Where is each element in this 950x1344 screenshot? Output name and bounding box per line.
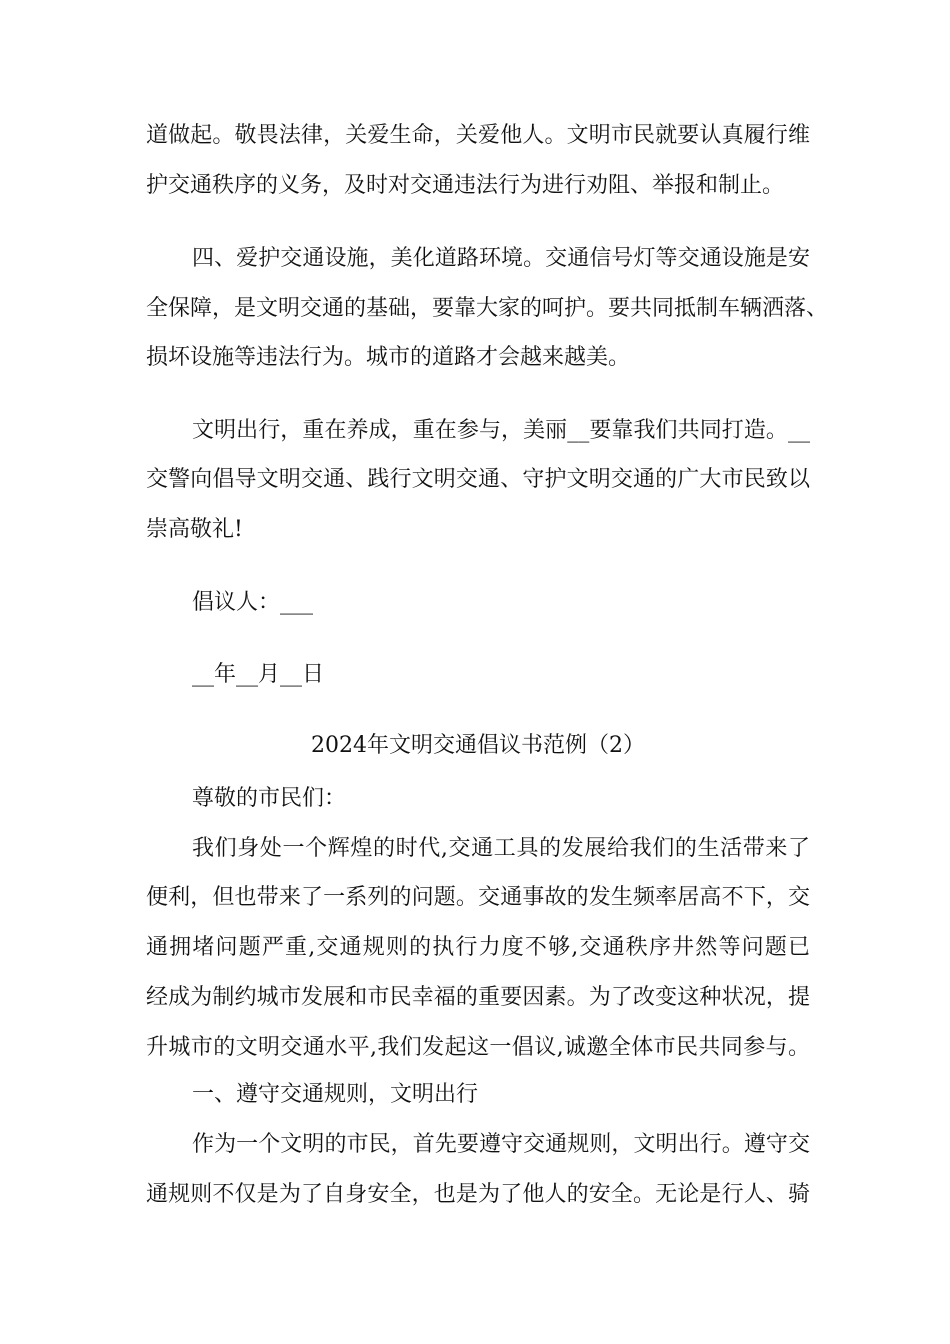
paragraph-line: 经成为制约城市发展和市民幸福的重要因素。为了改变这种状况，提 <box>146 985 810 1010</box>
paragraph-line: 作为一个文明的市民，首先要遵守交通规则，文明出行。遵守交 <box>192 1132 810 1157</box>
paragraph-line: 通拥堵问题严重,交通规则的执行力度不够,交通秩序井然等问题已 <box>146 935 810 960</box>
paragraph-line: 我们身处一个辉煌的时代,交通工具的发展给我们的生活带来了 <box>192 836 810 861</box>
section-heading: 一、遵守交通规则，文明出行 <box>192 1082 479 1107</box>
document-title: 2024年文明交通倡议书范例（2） <box>311 733 645 758</box>
salutation: 尊敬的市民们： <box>192 786 347 811</box>
paragraph-line: 道做起。敬畏法律，关爱生命，关爱他人。文明市民就要认真履行维 <box>146 123 810 148</box>
paragraph-line: 崇高敬礼! <box>146 517 243 542</box>
paragraph-line: 护交通秩序的义务，及时对交通违法行为进行劝阻、举报和制止。 <box>146 173 785 198</box>
signer-line: 倡议人：___ <box>192 590 314 615</box>
paragraph-line: 文明出行，重在养成，重在参与，美丽__要靠我们共同打造。__ <box>192 418 810 443</box>
paragraph-line: 升城市的文明交通水平,我们发起这一倡议,诚邀全体市民共同参与。 <box>146 1035 810 1060</box>
date-line: __年__月__日 <box>192 662 325 687</box>
paragraph-line: 损坏设施等违法行为。城市的道路才会越来越美。 <box>146 345 631 370</box>
paragraph-line: 全保障，是文明交通的基础，要靠大家的呵护。要共同抵制车辆洒落、 <box>146 296 829 321</box>
paragraph-line: 便利，但也带来了一系列的问题。交通事故的发生频率居高不下，交 <box>146 885 810 910</box>
paragraph-line: 交警向倡导文明交通、践行文明交通、守护文明交通的广大市民致以 <box>146 467 810 492</box>
paragraph-line: 通规则不仅是为了自身安全，也是为了他人的安全。无论是行人、骑 <box>146 1182 810 1207</box>
paragraph-line: 四、爱护交通设施，美化道路环境。交通信号灯等交通设施是安 <box>192 246 810 271</box>
